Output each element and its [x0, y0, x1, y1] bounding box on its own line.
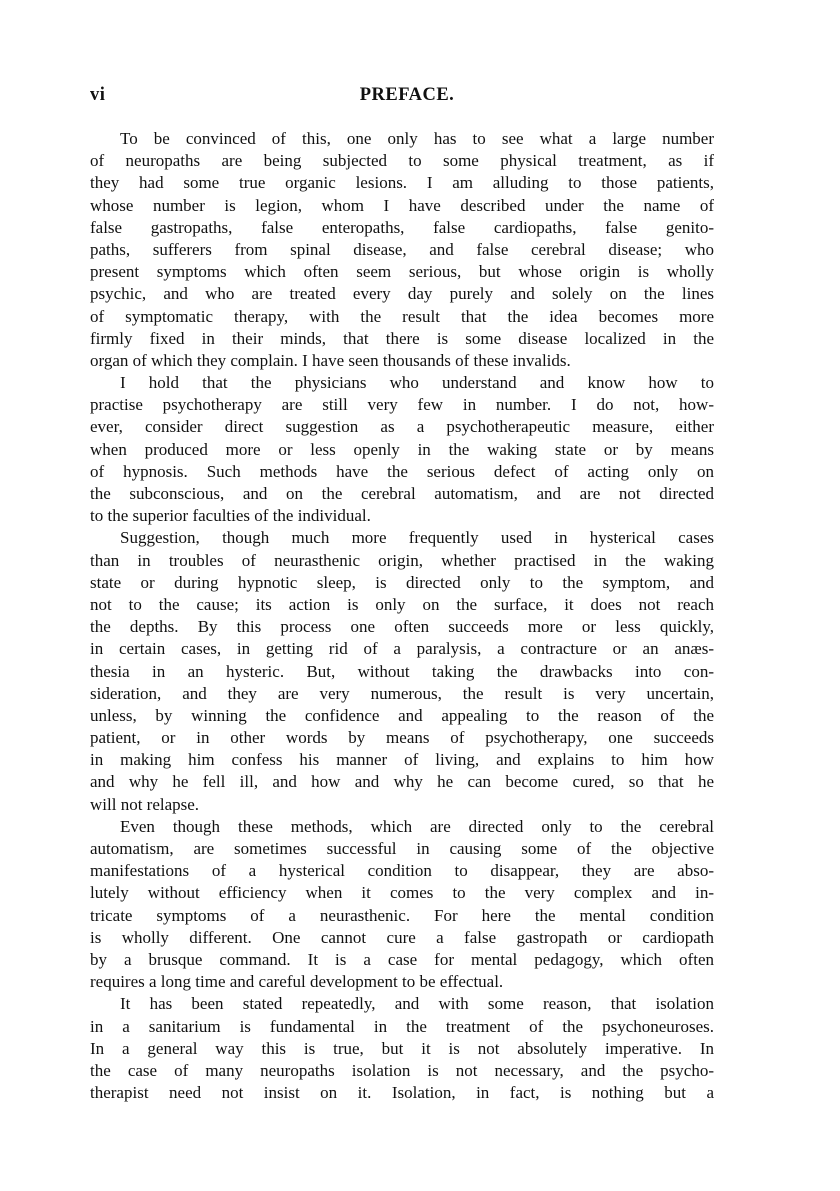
text-line: therapist need not insist on it. Isolation, in fact, is nothing but a [90, 1083, 714, 1103]
text-line: To be convinced of this, one only has to see what a large number [120, 129, 714, 148]
text-line: is wholly different. One cannot cure a false gastropath or cardiopath [90, 927, 714, 947]
text-line: the depths. By this process one often succeeds more or less quickly, [90, 617, 714, 637]
text-line: lutely without efficiency when it comes to the very complex and in- [90, 883, 714, 903]
text-line: firmly fixed in their minds, that there is some disease localized in the [90, 328, 714, 348]
text-line: of symptomatic therapy, with the result that the idea becomes more [90, 306, 714, 326]
text-line: In a general way this is true, but it is not absolutely imperative. In [90, 1038, 714, 1058]
text-line: Even though these methods, which are directed only to the cerebral [120, 816, 714, 836]
text-line: tricate symptoms of a neurasthenic. For here the mental condition [90, 905, 714, 925]
running-head [90, 85, 714, 109]
text-line: the subconscious, and on the cerebral automatism, and are not directed [90, 484, 714, 503]
text-line: practise psychotherapy are still very few in number. I do not, how- [90, 395, 714, 415]
text-line: of hypnosis. Such methods have the serious defect of acting only on [90, 461, 714, 481]
text-line: in making him confess his manner of living, and explains to him how [90, 750, 714, 770]
text-line: automatism, are sometimes successful in causing some of the objective [90, 839, 714, 858]
text-line: the case of many neuropaths isolation is not necessary, and the psycho- [90, 1060, 714, 1080]
text-line: ever, consider direct suggestion as a psychotherapeutic measure, either [90, 417, 714, 437]
text-line: state or during hypnotic sleep, is directed only to the symptom, and [90, 572, 714, 592]
text-line: by a brusque command. It is a case for mental pedagogy, which often [90, 949, 714, 969]
text-line: whose number is legion, whom I have described under the name of [90, 195, 714, 215]
text-line: requires a long time and careful development to be effectual. [90, 972, 504, 992]
page-number: vi [90, 85, 106, 105]
text-line: of neuropaths are being subjected to some physical treatment, as if [90, 151, 714, 171]
text-line: will not relapse. [90, 794, 200, 814]
text-line: Suggestion, though much more frequently used in hysterical cases [120, 528, 714, 548]
text-line: psychic, and who are treated every day purely and solely on the lines [90, 284, 714, 304]
text-line: and why he fell ill, and how and why he can become cured, so that he [90, 772, 714, 792]
running-title: PREFACE. [359, 85, 455, 105]
text-line: than in troubles of neurasthenic origin, whether practised in the waking [90, 550, 714, 570]
text-line: present symptoms which often seem serious, but whose origin is wholly [90, 262, 714, 282]
text-line: when produced more or less openly in the waking state or by means [90, 439, 714, 459]
text-line: unless, by winning the confidence and appealing to the reason of the [90, 705, 714, 725]
text-line: false gastropaths, false enteropaths, false cardiopaths, false genito- [90, 217, 714, 237]
text-line: organ of which they complain. I have seen thousands of these invalids. [90, 350, 571, 370]
text-line: I hold that the physicians who understand and know how to [120, 373, 714, 393]
text-line: paths, sufferers from spinal disease, and false cerebral disease; who [90, 239, 714, 259]
text-line: thesia in an hysteric. But, without taking the drawbacks into con- [90, 661, 714, 681]
text-line: in certain cases, in getting rid of a paralysis, a contracture or an anæs- [90, 639, 714, 659]
text-line: sideration, and they are very numerous, the result is very uncertain, [90, 683, 714, 703]
body-text [90, 128, 714, 1104]
text-line: to the superior faculties of the individual. [90, 506, 371, 526]
text-line: manifestations of a hysterical condition to disappear, they are abso- [90, 861, 714, 881]
text-line: patient, or in other words by means of psychotherapy, one succeeds [90, 728, 714, 748]
text-line: It has been stated repeatedly, and with some reason, that isolation [120, 994, 714, 1014]
text-line: not to the cause; its action is only on the surface, it does not reach [90, 594, 714, 614]
text-line: in a sanitarium is fundamental in the treatment of the psychoneuroses. [90, 1016, 714, 1036]
text-line: they had some true organic lesions. I am alluding to those patients, [90, 173, 714, 193]
